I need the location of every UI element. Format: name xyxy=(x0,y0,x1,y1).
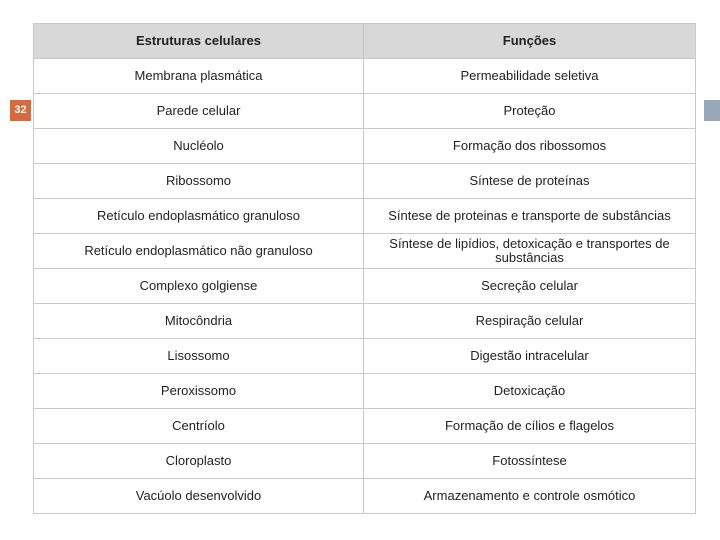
table-row xyxy=(34,234,696,269)
function-cell: Permeabilidade seletiva xyxy=(364,59,696,94)
cell-structures-table xyxy=(33,23,696,514)
table-header-row xyxy=(34,24,696,59)
table-row xyxy=(34,94,696,129)
function-column-header: Funções xyxy=(364,24,696,59)
table-row xyxy=(34,129,696,164)
structure-cell: Mitocôndria xyxy=(34,304,364,339)
slide-number: 32 xyxy=(10,100,31,121)
structure-cell: Retículo endoplasmático não granuloso xyxy=(34,234,364,269)
structure-cell: Membrana plasmática xyxy=(34,59,364,94)
table-row xyxy=(34,304,696,339)
function-cell: Formação dos ribossomos xyxy=(364,129,696,164)
structure-cell: Ribossomo xyxy=(34,164,364,199)
structure-cell: Lisossomo xyxy=(34,339,364,374)
table-header xyxy=(34,24,696,59)
table-row xyxy=(34,479,696,514)
table-body xyxy=(34,59,696,514)
function-cell: Detoxicação xyxy=(364,374,696,409)
function-cell: Fotossíntese xyxy=(364,444,696,479)
table-row xyxy=(34,444,696,479)
right-edge-marker xyxy=(704,100,720,121)
table-row xyxy=(34,164,696,199)
structure-cell: Vacúolo desenvolvido xyxy=(34,479,364,514)
table-row xyxy=(34,269,696,304)
function-cell: Formação de cílios e flagelos xyxy=(364,409,696,444)
function-cell: Respiração celular xyxy=(364,304,696,339)
structure-column-header: Estruturas celulares xyxy=(34,24,364,59)
function-cell: Secreção celular xyxy=(364,269,696,304)
table-row xyxy=(34,409,696,444)
table-row xyxy=(34,339,696,374)
function-cell: Proteção xyxy=(364,94,696,129)
structure-cell: Peroxissomo xyxy=(34,374,364,409)
structure-cell: Centríolo xyxy=(34,409,364,444)
structure-cell: Nucléolo xyxy=(34,129,364,164)
structure-cell: Complexo golgiense xyxy=(34,269,364,304)
function-cell: Digestão intracelular xyxy=(364,339,696,374)
structure-cell: Retículo endoplasmático granuloso xyxy=(34,199,364,234)
function-cell: Síntese de proteínas xyxy=(364,164,696,199)
function-cell: Síntese de lipídios, detoxicação e transportes de substâncias xyxy=(364,234,696,269)
function-cell: Síntese de proteinas e transporte de substâncias xyxy=(364,199,696,234)
structure-cell: Cloroplasto xyxy=(34,444,364,479)
table-row xyxy=(34,59,696,94)
structure-cell: Parede celular xyxy=(34,94,364,129)
function-cell: Armazenamento e controle osmótico xyxy=(364,479,696,514)
table-row xyxy=(34,199,696,234)
table-row xyxy=(34,374,696,409)
